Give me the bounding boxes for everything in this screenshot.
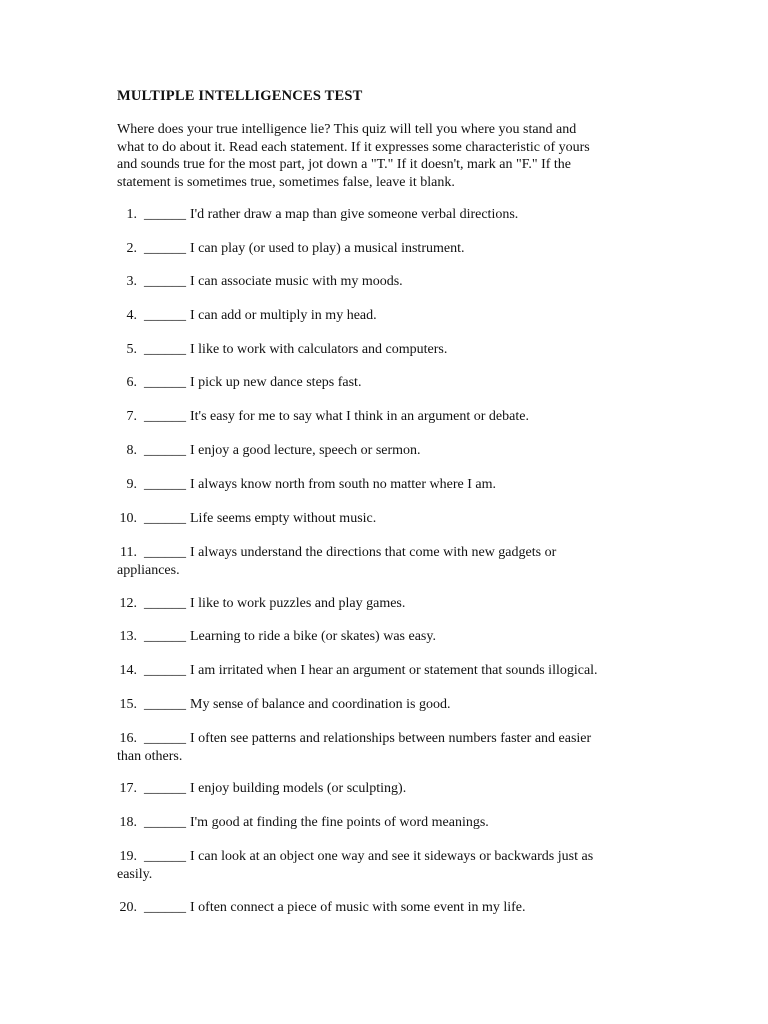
- question-text: I pick up new dance steps fast.: [190, 375, 362, 390]
- question-text-continued: easily.: [117, 866, 153, 882]
- question-item: [117, 206, 657, 224]
- question-text: It's easy for me to say what I think in an argument or debate.: [190, 409, 529, 424]
- question-number: 12.: [119, 596, 137, 611]
- question-item: [117, 696, 657, 714]
- answer-blank[interactable]: ______: [144, 477, 186, 492]
- answer-blank[interactable]: ______: [144, 274, 186, 289]
- question-item: [117, 341, 657, 359]
- question-number: 5.: [126, 342, 137, 357]
- question-item: [117, 814, 657, 832]
- question-text: I enjoy building models (or sculpting).: [190, 781, 407, 796]
- question-number: 3.: [126, 274, 137, 289]
- answer-blank[interactable]: ______: [144, 375, 186, 390]
- answer-blank[interactable]: ______: [144, 849, 186, 864]
- question-number: 10.: [119, 511, 137, 526]
- question-text-continued: than others.: [117, 748, 183, 764]
- question-item: [117, 628, 657, 646]
- question-item: [117, 273, 657, 291]
- question-text: I'd rather draw a map than give someone verbal directions.: [190, 207, 519, 222]
- question-number: 17.: [119, 781, 137, 796]
- question-number: 19.: [119, 849, 137, 864]
- question-text: I like to work puzzles and play games.: [190, 596, 406, 611]
- question-item: [117, 408, 657, 426]
- question-item: [117, 730, 657, 765]
- question-item: [117, 307, 657, 325]
- question-item: [117, 848, 657, 883]
- question-item: [117, 780, 657, 798]
- question-text: I can look at an object one way and see it sideways or backwards just as: [190, 849, 594, 864]
- intro-line: what to do about it. Read each statement. If it expresses some characteristic of yours: [117, 139, 590, 155]
- question-text: I can add or multiply in my head.: [190, 308, 377, 323]
- intro-line: and sounds true for the most part, jot down a "T." If it doesn't, mark an "F." If the: [117, 157, 572, 172]
- question-number: 9.: [126, 477, 137, 492]
- question-number: 6.: [126, 375, 137, 390]
- answer-blank[interactable]: ______: [144, 781, 186, 796]
- intro-paragraph: [117, 121, 657, 191]
- question-text: I am irritated when I hear an argument or statement that sounds illogical.: [190, 663, 598, 678]
- question-text: I can play (or used to play) a musical instrument.: [190, 241, 465, 256]
- question-item: [117, 899, 657, 917]
- intro-line: statement is sometimes true, sometimes false, leave it blank.: [117, 174, 455, 190]
- answer-blank[interactable]: ______: [144, 511, 186, 526]
- question-text: Learning to ride a bike (or skates) was easy.: [190, 629, 436, 644]
- question-number: 4.: [126, 308, 137, 323]
- question-number: 16.: [119, 731, 137, 746]
- answer-blank[interactable]: ______: [144, 731, 186, 746]
- question-text: Life seems empty without music.: [190, 511, 377, 526]
- question-item: [117, 510, 657, 528]
- question-number: 11.: [120, 545, 137, 560]
- answer-blank[interactable]: ______: [144, 663, 186, 678]
- question-item: [117, 544, 657, 579]
- answer-blank[interactable]: ______: [144, 815, 186, 830]
- question-item: [117, 595, 657, 613]
- question-item: [117, 442, 657, 460]
- question-number: 13.: [119, 629, 137, 644]
- answer-blank[interactable]: ______: [144, 697, 186, 712]
- question-number: 14.: [119, 663, 137, 678]
- question-text: I can associate music with my moods.: [190, 274, 403, 289]
- question-number: 15.: [119, 697, 137, 712]
- question-text: I always understand the directions that come with new gadgets or: [190, 545, 557, 560]
- question-item: [117, 662, 657, 680]
- question-number: 2.: [126, 241, 137, 256]
- answer-blank[interactable]: ______: [144, 308, 186, 323]
- answer-blank[interactable]: ______: [144, 545, 186, 560]
- question-text: I like to work with calculators and computers.: [190, 342, 448, 357]
- question-text: I'm good at finding the fine points of word meanings.: [190, 815, 489, 830]
- question-number: 7.: [126, 409, 137, 424]
- question-item: [117, 476, 657, 494]
- answer-blank[interactable]: ______: [144, 241, 186, 256]
- answer-blank[interactable]: ______: [144, 596, 186, 611]
- page-title: MULTIPLE INTELLIGENCES TEST: [117, 88, 363, 104]
- question-number: 18.: [119, 815, 137, 830]
- answer-blank[interactable]: ______: [144, 342, 186, 357]
- answer-blank[interactable]: ______: [144, 629, 186, 644]
- question-text: My sense of balance and coordination is good.: [190, 697, 451, 712]
- answer-blank[interactable]: ______: [144, 900, 186, 915]
- question-text: I enjoy a good lecture, speech or sermon.: [190, 443, 421, 458]
- question-text-continued: appliances.: [117, 562, 180, 578]
- question-number: 1.: [126, 207, 137, 222]
- question-number: 20.: [119, 900, 137, 915]
- question-text: I often see patterns and relationships between numbers faster and easier: [190, 731, 592, 746]
- question-item: [117, 374, 657, 392]
- answer-blank[interactable]: ______: [144, 443, 186, 458]
- intro-line: Where does your true intelligence lie? This quiz will tell you where you stand and: [117, 122, 577, 137]
- question-item: [117, 240, 657, 258]
- question-number: 8.: [126, 443, 137, 458]
- question-text: I often connect a piece of music with some event in my life.: [190, 900, 526, 915]
- answer-blank[interactable]: ______: [144, 409, 186, 424]
- question-text: I always know north from south no matter where I am.: [190, 477, 496, 492]
- answer-blank[interactable]: ______: [144, 207, 186, 222]
